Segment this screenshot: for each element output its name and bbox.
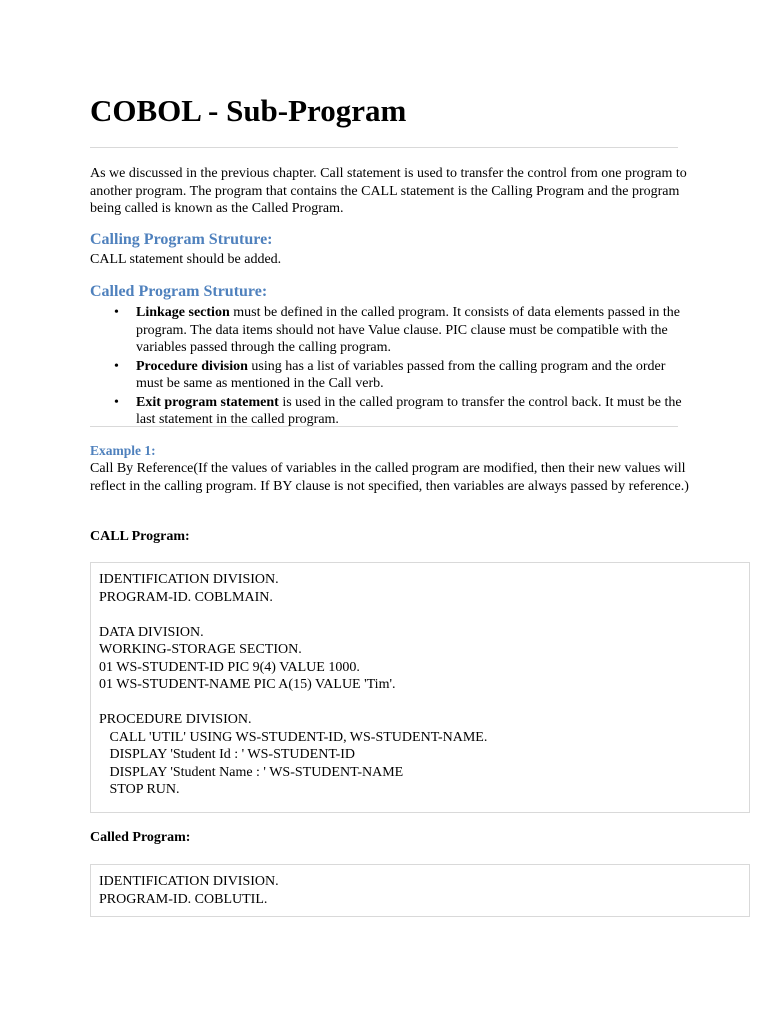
example-text: Call By Reference(If the values of variables in the called program are modified, then their new values will reflect in the calling program. If BY clause is not specified, then variables are always passed by reference.) xyxy=(90,461,689,494)
call-program-label: CALL Program: xyxy=(90,529,190,544)
list-item-term: Exit program statement xyxy=(136,394,279,410)
code-line: IDENTIFICATION DIVISION. xyxy=(99,572,279,587)
called-structure-heading: Called Program Struture: xyxy=(90,283,268,300)
example-heading: Example 1: xyxy=(90,443,156,458)
code-line: 01 WS-STUDENT-NAME PIC A(15) VALUE 'Tim'. xyxy=(99,677,396,692)
list-item-text: must be defined in the called program. It consists of data elements passed in the program. The data items should not have Value clause. PIC clause must be compatible with the variables passed through the calling program. xyxy=(136,305,680,355)
section-divider xyxy=(90,426,678,427)
list-item-term: Procedure division xyxy=(136,358,248,374)
list-item-text: is used in the called program to transfer the control back. It must be the last statement in the called program. xyxy=(136,394,682,427)
list-item xyxy=(90,358,690,393)
code-line: CALL 'UTIL' USING WS-STUDENT-ID, WS-STUDENT-NAME. xyxy=(99,729,488,745)
list-item xyxy=(90,394,690,429)
called-program-code-block xyxy=(90,864,750,917)
code-line: WORKING-STORAGE SECTION. xyxy=(99,642,302,657)
code-line: DATA DIVISION. xyxy=(99,624,204,640)
bullet-icon: • xyxy=(114,305,119,320)
calling-structure-heading: Calling Program Struture: xyxy=(90,231,273,248)
code-line: STOP RUN. xyxy=(99,782,180,797)
code-line: DISPLAY 'Student Id : ' WS-STUDENT-ID xyxy=(99,747,356,762)
code-line: PROCEDURE DIVISION. xyxy=(99,712,252,727)
bullet-icon: • xyxy=(114,358,119,374)
list-item-term: Linkage section xyxy=(136,305,230,320)
intro-paragraph: As we discussed in the previous chapter. Call statement is used to transfer the control from one program to another program. The program that contains the CALL statement is the Calling Program and the program being called is known as the Called Program. xyxy=(90,166,687,216)
code-line: DISPLAY 'Student Name : ' WS-STUDENT-NAME xyxy=(99,764,404,780)
list-item-text: using has a list of variables passed from the calling program and the order must be same as mentioned in the Call verb. xyxy=(136,358,666,391)
code-line xyxy=(99,606,741,624)
called-program-label: Called Program: xyxy=(90,830,191,845)
call-program-code-block xyxy=(90,562,750,813)
called-program-code xyxy=(99,873,741,908)
code-line: PROGRAM-ID. COBLMAIN. xyxy=(99,589,273,605)
code-line: IDENTIFICATION DIVISION. xyxy=(99,874,279,889)
call-program-code xyxy=(99,571,741,799)
code-line xyxy=(99,694,741,712)
list-item xyxy=(90,304,690,357)
code-line: PROGRAM-ID. COBLUTIL. xyxy=(99,891,268,907)
page-title: COBOL - Sub-Program xyxy=(90,93,407,128)
title-divider xyxy=(90,147,678,148)
called-structure-list xyxy=(90,304,690,430)
code-line: 01 WS-STUDENT-ID PIC 9(4) VALUE 1000. xyxy=(99,659,360,675)
calling-structure-text: CALL statement should be added. xyxy=(90,252,282,267)
bullet-icon: • xyxy=(114,394,119,410)
